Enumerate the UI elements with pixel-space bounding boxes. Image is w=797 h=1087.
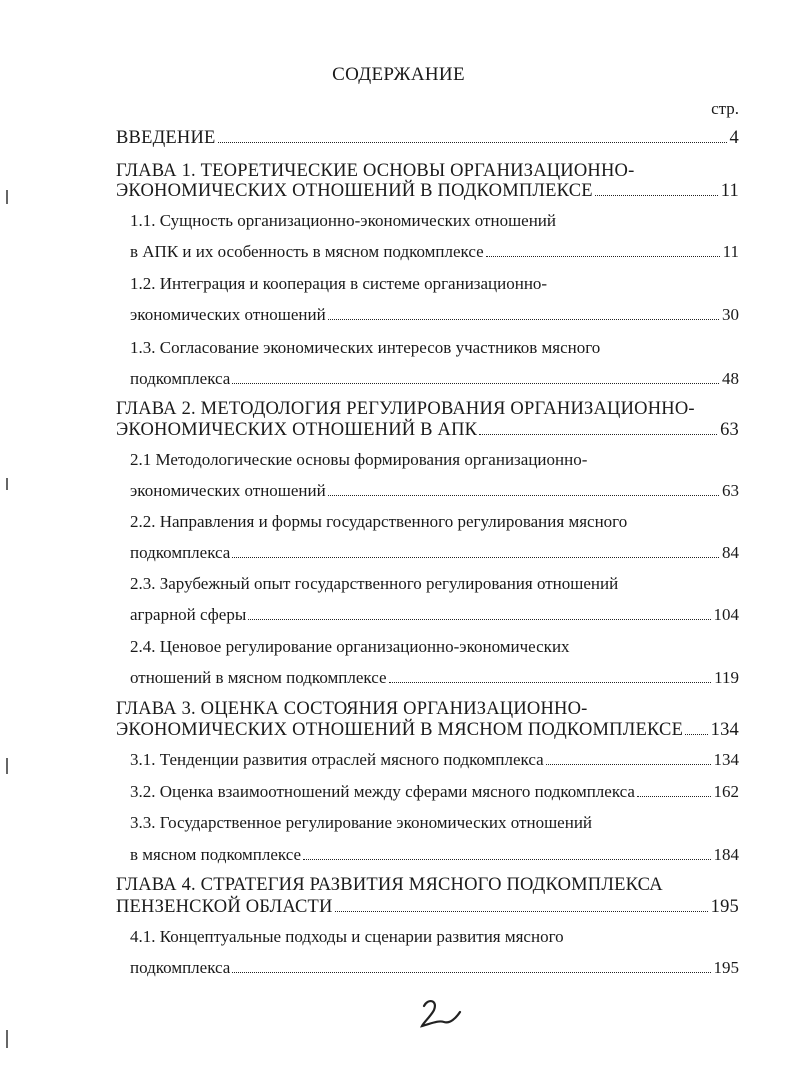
toc-page-number: 134 <box>710 720 739 740</box>
toc-section-2-3-line-1[interactable]: 2.3. Зарубежный опыт государственного регулирования отношений <box>130 574 619 593</box>
leader-dots <box>248 619 710 620</box>
leader-dots <box>335 911 708 912</box>
toc-section-3-3[interactable] <box>130 840 739 866</box>
toc-entry-title: подкомплекса <box>130 369 231 388</box>
toc-section-3-1[interactable] <box>130 745 739 771</box>
toc-section-2-3[interactable] <box>130 600 739 626</box>
toc-entry-title: в мясном подкомплексе <box>130 845 302 864</box>
leader-dots <box>389 682 712 683</box>
toc-entry-intro[interactable] <box>116 123 739 149</box>
toc-chapter-3[interactable] <box>116 715 739 741</box>
toc-page-number: 184 <box>713 845 739 864</box>
toc-chapter-1[interactable] <box>116 176 739 202</box>
toc-page-number: 84 <box>722 543 739 562</box>
toc-page-number: 162 <box>713 782 739 801</box>
toc-chapter-4-line-1[interactable]: ГЛАВА 4. СТРАТЕГИЯ РАЗВИТИЯ МЯСНОГО ПОДКОМПЛЕКСА <box>116 875 663 895</box>
leader-dots <box>232 383 719 384</box>
leader-dots <box>232 972 710 973</box>
page-column-label: стр. <box>711 99 739 118</box>
toc-section-1-1-line-1[interactable]: 1.1. Сущность организационно-экономических отношений <box>130 211 557 230</box>
toc-section-2-1-line-1[interactable]: 2.1 Методологические основы формирования организационно- <box>130 450 588 469</box>
toc-entry-title: экономических отношений <box>130 305 326 324</box>
toc-page-number: 11 <box>720 181 739 201</box>
toc-section-2-2[interactable] <box>130 538 739 564</box>
toc-entry-title: ЭКОНОМИЧЕСКИХ ОТНОШЕНИЙ В АПК <box>116 420 478 440</box>
toc-chapter-3-line-1[interactable]: ГЛАВА 3. ОЦЕНКА СОСТОЯНИЯ ОРГАНИЗАЦИОННО- <box>116 699 588 719</box>
toc-section-4-1[interactable] <box>130 953 739 979</box>
toc-entry-title: подкомплекса <box>130 543 231 562</box>
toc-page-number: 63 <box>722 481 739 500</box>
leader-dots <box>218 142 727 143</box>
toc-page-number: 104 <box>713 605 739 624</box>
toc-entry-title: ПЕНЗЕНСКОЙ ОБЛАСТИ <box>116 897 333 917</box>
toc-section-1-2-line-1[interactable]: 1.2. Интеграция и кооперация в системе организационно- <box>130 274 548 293</box>
toc-section-2-4[interactable] <box>130 663 739 689</box>
page-title: СОДЕРЖАНИЕ <box>332 64 465 85</box>
toc-section-1-2[interactable] <box>130 300 739 326</box>
toc-page-number: 195 <box>710 897 739 917</box>
leader-dots <box>303 859 710 860</box>
leader-dots <box>637 796 711 797</box>
toc-section-3-2[interactable] <box>130 777 739 803</box>
toc-entry-title: 3.2. Оценка взаимоотношений между сферами мясного подкомплекса <box>130 782 635 801</box>
toc-page-number: 30 <box>722 305 739 324</box>
toc-entry-title: в АПК и их особенность в мясном подкомплексе <box>130 242 484 261</box>
leader-dots <box>546 764 711 765</box>
toc-entry-title: ВВЕДЕНИЕ <box>116 128 216 148</box>
toc-page-number: 11 <box>722 242 739 261</box>
scan-mark <box>6 190 8 204</box>
toc-section-1-3[interactable] <box>130 364 739 390</box>
toc-entry-title: ЭКОНОМИЧЕСКИХ ОТНОШЕНИЙ В МЯСНОМ ПОДКОМПЛЕКСЕ <box>116 720 684 740</box>
toc-entry-title: экономических отношений <box>130 481 326 500</box>
leader-dots <box>486 256 720 257</box>
toc-entry-title: ЭКОНОМИЧЕСКИХ ОТНОШЕНИЙ В ПОДКОМПЛЕКСЕ <box>116 181 593 201</box>
toc-section-1-1[interactable] <box>130 237 739 263</box>
toc-chapter-2-line-1[interactable]: ГЛАВА 2. МЕТОДОЛОГИЯ РЕГУЛИРОВАНИЯ ОРГАНИЗАЦИОННО- <box>116 399 695 419</box>
toc-page-number: 63 <box>720 420 739 440</box>
toc-entry-title: подкомплекса <box>130 958 231 977</box>
leader-dots <box>685 734 708 735</box>
leader-dots <box>479 434 717 435</box>
toc-page-number: 119 <box>714 668 739 687</box>
toc-entry-title: аграрной сферы <box>130 605 247 624</box>
toc-chapter-1-line-1[interactable]: ГЛАВА 1. ТЕОРЕТИЧЕСКИЕ ОСНОВЫ ОРГАНИЗАЦИОННО- <box>116 161 635 181</box>
scan-mark <box>6 758 8 774</box>
toc-section-1-3-line-1[interactable]: 1.3. Согласование экономических интересов участников мясного <box>130 338 601 357</box>
handwritten-page-number <box>418 996 462 1030</box>
leader-dots <box>328 495 719 496</box>
toc-chapter-2[interactable] <box>116 415 739 441</box>
toc-section-3-3-line-1[interactable]: 3.3. Государственное регулирование экономических отношений <box>130 813 593 832</box>
toc-entry-title: 3.1. Тенденции развития отраслей мясного подкомплекса <box>130 750 544 769</box>
toc-section-4-1-line-1[interactable]: 4.1. Концептуальные подходы и сценарии развития мясного <box>130 927 564 946</box>
toc-page-number: 134 <box>713 750 739 769</box>
leader-dots <box>232 557 719 558</box>
toc-chapter-4[interactable] <box>116 892 739 918</box>
toc-section-2-1[interactable] <box>130 476 739 502</box>
toc-page-number: 195 <box>713 958 739 977</box>
leader-dots <box>595 195 718 196</box>
toc-entry-title: отношений в мясном подкомплексе <box>130 668 387 687</box>
leader-dots <box>328 319 719 320</box>
toc-page-number: 48 <box>722 369 739 388</box>
scan-mark <box>6 478 8 490</box>
toc-page-number: 4 <box>729 128 739 148</box>
toc-section-2-2-line-1[interactable]: 2.2. Направления и формы государственного регулирования мясного <box>130 512 628 531</box>
scan-mark <box>6 1030 8 1048</box>
toc-section-2-4-line-1[interactable]: 2.4. Ценовое регулирование организационно-экономических <box>130 637 570 656</box>
